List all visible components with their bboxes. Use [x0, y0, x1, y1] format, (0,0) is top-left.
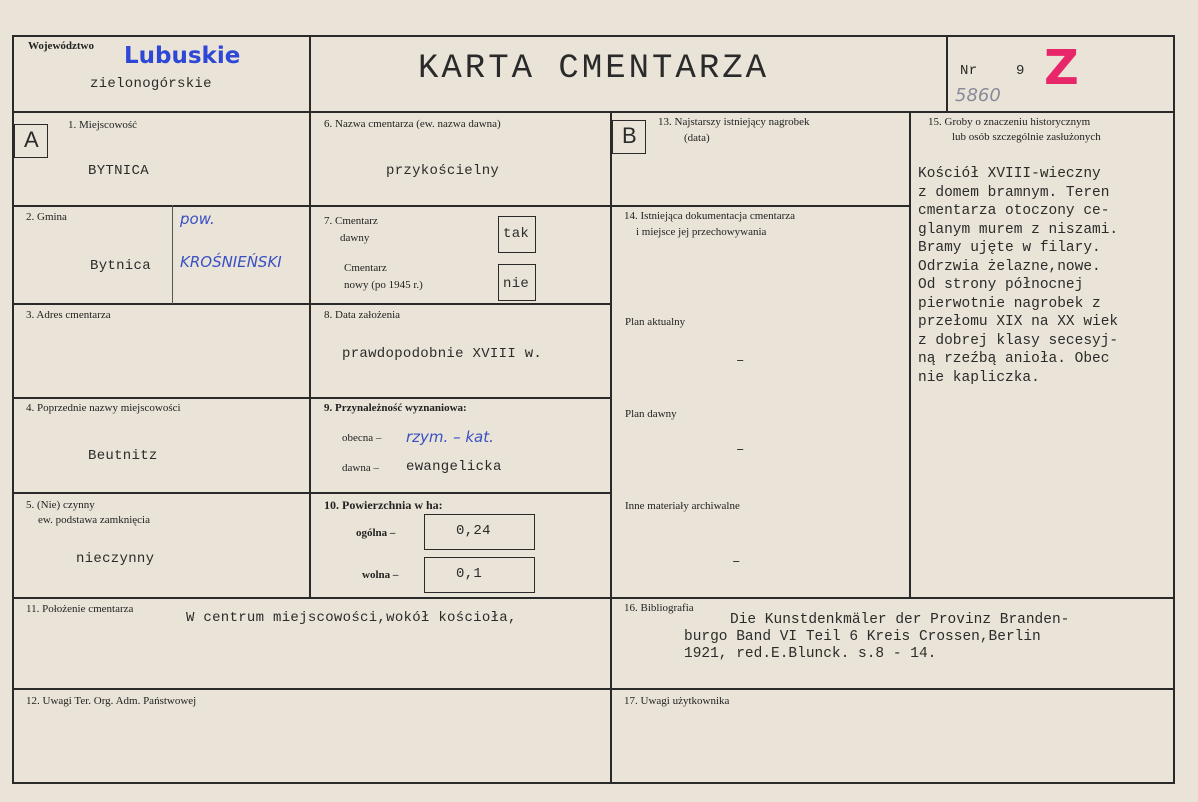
f10-ogolna-label: ogólna – — [356, 527, 396, 539]
f14-label-line1: 14. Istniejąca dokumentacja cmentarza — [624, 210, 796, 222]
f5-value: nieczynny — [76, 551, 155, 567]
f10-wolna-value: 0,1 — [456, 566, 483, 582]
f16-label: 16. Bibliografia — [624, 602, 694, 614]
f11-label: 11. Położenie cmentarza — [26, 603, 134, 615]
f15-line: Bramy ujęte w filary. — [918, 240, 1101, 256]
f12-label: 12. Uwagi Ter. Org. Adm. Państwowej — [26, 695, 197, 707]
f15-line: cmentarza otoczony ce- — [918, 203, 1110, 219]
f17-label: 17. Uwagi użytkownika — [624, 695, 730, 707]
section-b-letter: B — [622, 123, 637, 148]
f15-label-line1: 15. Groby o znaczeniu historycznym — [928, 116, 1091, 128]
f2-label: 2. Gmina — [26, 211, 67, 223]
f4-value: Beutnitz — [88, 448, 158, 464]
f9-obecna-label: obecna – — [342, 432, 382, 444]
f15-line: Kościół XVIII-wieczny — [918, 166, 1101, 182]
f7-label-line3: Cmentarz — [344, 262, 387, 274]
f15-line: Od strony północnej — [918, 277, 1084, 293]
f15-text — [918, 165, 1118, 387]
col-line-right — [909, 111, 911, 598]
frame-right — [1173, 35, 1175, 784]
f7-label-line1: 7. Cmentarz — [324, 215, 378, 227]
col-line-left — [309, 111, 311, 598]
f3-label: 3. Adres cmentarza — [26, 309, 111, 321]
f16-text — [684, 612, 1069, 663]
wojewodztwo-label: Województwo — [28, 40, 94, 52]
f1-value: BYTNICA — [88, 163, 149, 179]
f9-obecna-value: rzym. – kat. — [406, 428, 494, 446]
row-line-a4 — [12, 492, 611, 494]
row-line-lower-top — [12, 597, 1175, 599]
f13-label-line1: 13. Najstarszy istniejący nagrobek — [658, 116, 810, 128]
f1-label: 1. Miejscowość — [68, 119, 138, 131]
frame-top — [12, 35, 1175, 37]
f15-line: glanym murem z niszami. — [918, 221, 1119, 238]
nr-value: 9 — [1016, 63, 1025, 79]
row-line-a1 — [12, 205, 611, 207]
row-line-a2 — [12, 303, 611, 305]
f14-inne-label: Inne materiały archiwalne — [625, 500, 740, 512]
f16-line: 1921, red.E.Blunck. s.8 - 14. — [684, 646, 937, 662]
wojewodztwo-old-value: zielonogórskie — [90, 76, 212, 92]
f7-label-line2: dawny — [340, 232, 370, 244]
f2-inner-vline — [172, 205, 173, 304]
f14-plan-dawny-label: Plan dawny — [625, 408, 677, 420]
f15-line: Odrzwia żelazne,nowe. — [918, 258, 1101, 275]
section-a-letter: A — [24, 127, 39, 152]
f5-label-line1: 5. (Nie) czynny — [26, 499, 95, 511]
f6-value: przykościelny — [386, 163, 500, 179]
f16-line: burgo Band VI Teil 6 Kreis Crossen,Berlin — [684, 629, 1041, 645]
f14-label-line2: i miejsce jej przechowywania — [636, 226, 767, 238]
f9-label: 9. Przynależność wyznaniowa: — [324, 402, 467, 414]
header-vline-1 — [309, 35, 311, 113]
f9-dawna-value: ewangelicka — [406, 459, 502, 475]
f15-line: pierwotnie nagrobek z — [918, 295, 1101, 312]
f10-ogolna-value: 0,24 — [456, 523, 491, 539]
f2-handwritten-pow: pow. — [180, 210, 215, 228]
f7-label-line4: nowy (po 1945 r.) — [344, 279, 423, 291]
f2-handwritten-county: KROŚNIEŃSKI — [180, 253, 282, 271]
nr-label: Nr — [960, 63, 978, 79]
f13-label-line2: (data) — [684, 132, 710, 144]
f16-line: Die Kunstdenkmäler der Provinz Branden- — [730, 612, 1070, 628]
f10-wolna-label: wolna – — [362, 569, 399, 581]
f15-line: z domem bramnym. Teren — [918, 184, 1110, 201]
header-divider — [12, 111, 1175, 113]
f15-line: z dobrej klasy secesyj- — [918, 332, 1119, 349]
header-vline-2 — [946, 35, 948, 113]
f15-label-line2: lub osób szczególnie zasłużonych — [952, 131, 1101, 143]
row-line-lower-mid — [12, 688, 1175, 690]
f14-plan-aktualny-label: Plan aktualny — [625, 316, 686, 328]
col-line-mid — [610, 111, 612, 784]
f15-line: ną rzeźbą anioła. Obec — [918, 351, 1110, 367]
f9-dawna-label: dawna – — [342, 462, 379, 474]
f10-label: 10. Powierzchnia w ha: — [324, 498, 443, 512]
f14-plan-dawny-value: – — [736, 442, 745, 458]
f7-nowy-value: nie — [503, 276, 530, 292]
f14-inne-value: – — [732, 554, 741, 570]
f11-value: W centrum miejscowości,wokół kościoła, — [186, 610, 517, 626]
frame-bottom — [12, 782, 1175, 784]
f8-value: prawdopodobnie XVIII w. — [342, 346, 543, 362]
f7-dawny-value: tak — [503, 226, 530, 242]
f4-label: 4. Poprzednie nazwy miejscowości — [26, 402, 181, 414]
f2-value: Bytnica — [90, 258, 151, 274]
f6-label: 6. Nazwa cmentarza (ew. nazwa dawna) — [324, 118, 501, 130]
f15-line: przełomu XIX na XX wiek — [918, 314, 1119, 330]
row-line-b1 — [610, 205, 910, 207]
f5-label-line2: ew. podstawa zamknięcia — [38, 514, 150, 526]
nr-red-mark: Z — [1044, 40, 1079, 96]
wojewodztwo-stamp: Lubuskie — [124, 43, 241, 69]
card-title: KARTA CMENTARZA — [418, 50, 770, 88]
nr-handwritten-number: 5860 — [955, 85, 1001, 106]
f14-plan-aktualny-value: – — [736, 353, 745, 369]
f8-label: 8. Data założenia — [324, 309, 401, 321]
f15-line: nie kapliczka. — [918, 369, 1040, 386]
row-line-a3 — [12, 397, 611, 399]
